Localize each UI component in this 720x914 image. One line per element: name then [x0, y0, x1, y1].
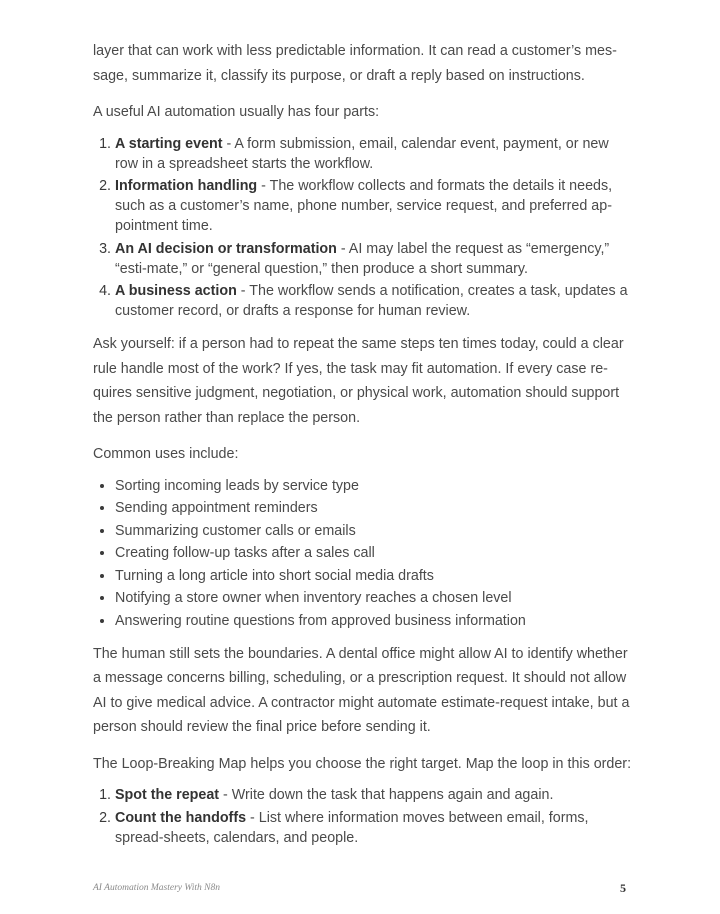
footer-page-number: 5	[620, 881, 626, 895]
list-item: • Sending appointment reminders	[115, 498, 633, 518]
boundaries-paragraph: The human still sets the boundaries. A dental office might allow AI to identify whether a message concerns billing, scheduling, or a prescription request. It should not allow AI to give medical advice. A contractor might automate estimate-request intake, but a person should review the final price before sending it.	[93, 645, 630, 735]
loop-map-intro: The Loop-Breaking Map helps you choose the right target. Map the loop in this order:	[93, 755, 632, 772]
common-uses-list	[93, 476, 633, 631]
list-item: • Sorting incoming leads by service type	[115, 476, 633, 496]
list-item: • Answering routine questions from approved business information	[115, 611, 633, 631]
list-item: • Notifying a store owner when inventory reaches a chosen level	[115, 588, 633, 608]
list-item-text: - AI may label the request as “emergency,” “esti-mate,” or “general question,” then produce a short summary.	[115, 240, 610, 277]
list-item	[115, 785, 633, 805]
list-item-term: Spot the repeat	[115, 787, 220, 803]
list-item-text: - List where information moves between email, forms, spread-sheets, calendars, and people.	[115, 809, 589, 846]
list-item-text: - The workflow sends a notification, creates a task, updates a customer record, or drafts a response for human review.	[115, 283, 628, 319]
four-parts-list	[93, 134, 633, 322]
intro-paragraph: layer that can work with less predictable information. It can read a customer’s mes-sage, summarize it, classify its purpose, or draft a reply based on instructions.	[93, 43, 617, 84]
ask-yourself-paragraph: Ask yourself: if a person had to repeat the same steps ten times today, could a clear rule handle most of the work? If yes, the task may fit automation. If every case re-quires sensitive judgment, negotiation, or physical work, automation should support the person rather than replace the person.	[93, 336, 624, 426]
page-content	[93, 39, 633, 859]
list-item	[115, 134, 633, 174]
list-item-term: Information handling	[115, 178, 258, 194]
loop-steps-list	[93, 785, 633, 848]
list-item-text: - A form submission, email, calendar event, payment, or new row in a spreadsheet starts the workflow.	[115, 135, 609, 172]
list-item	[115, 281, 633, 321]
list-item-term: Count the handoffs	[115, 809, 247, 826]
list-item: • Turning a long article into short social media drafts	[115, 566, 633, 586]
list-item-text: - Write down the task that happens again and again.	[219, 787, 554, 803]
list-item	[115, 239, 633, 279]
list-item	[115, 808, 633, 848]
footer-book-title: AI Automation Mastery With N8n	[93, 883, 221, 893]
list-item-term: A starting event	[115, 135, 223, 152]
list-item: • Creating follow-up tasks after a sales call	[115, 543, 633, 563]
list-item	[115, 176, 633, 236]
list-item-term: An AI decision or transformation	[115, 240, 337, 257]
list-item-term: A business action	[115, 283, 237, 299]
four-parts-intro: A useful AI automation usually has four parts:	[93, 104, 380, 120]
common-uses-intro: Common uses include:	[93, 446, 239, 462]
list-item-text: - The workflow collects and formats the details it needs, such as a customer’s name, phone number, service request, and preferred ap-pointment time.	[115, 178, 613, 234]
list-item: • Summarizing customer calls or emails	[115, 521, 633, 541]
